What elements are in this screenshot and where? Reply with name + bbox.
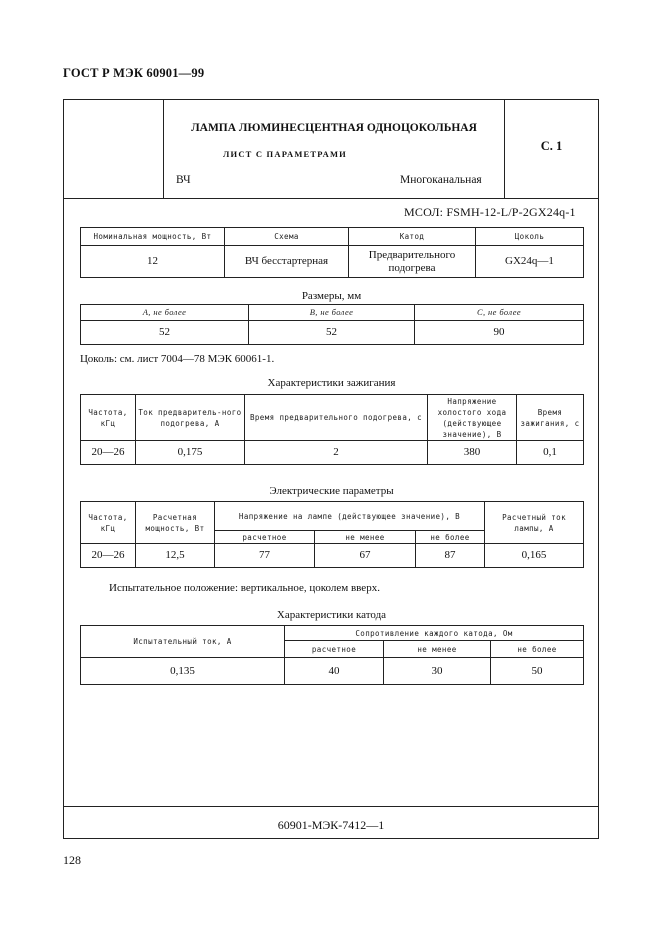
value-test-current: 0,135: [81, 658, 285, 685]
value-voltage-min: 67: [315, 544, 416, 568]
value-preheat-current: 0,175: [136, 441, 245, 465]
electrical-caption: Электрические параметры: [269, 485, 394, 497]
header-cathode: Катод: [349, 228, 476, 246]
cathode-caption: Характеристики катода: [276, 609, 387, 621]
cathode-table: [80, 625, 584, 685]
value-dim-c: 90: [415, 321, 584, 345]
header-cathode-resistance: Сопротивление каждого катода, Ом: [285, 626, 584, 641]
header-power: Номинальная мощность, Вт: [81, 228, 225, 246]
lamp-title: ЛАМПА ЛЮМИНЕСЦЕНТНАЯ ОДНОЦОКОЛЬНАЯ: [191, 122, 477, 134]
header-lamp-current: Расчетный ток лампы, А: [485, 502, 584, 544]
value-resistance-rated: 40: [285, 658, 384, 685]
value-el-frequency: 20—26: [81, 544, 136, 568]
header-scheme: Схема: [225, 228, 349, 246]
value-resistance-min: 30: [384, 658, 491, 685]
header-test-current: Испытательный ток, А: [81, 626, 285, 658]
value-voltage-rated: 77: [215, 544, 315, 568]
base-note: Цоколь: см. лист 7004—78 МЭК 60061-1.: [80, 353, 275, 365]
value-dim-a: 52: [81, 321, 249, 345]
value-rated-power: 12,5: [136, 544, 215, 568]
ignition-caption: Характеристики зажигания: [267, 377, 396, 389]
header-dim-b: B, не более: [249, 305, 415, 321]
value-cathode: Предварительного подогрева: [349, 246, 476, 278]
page-number: 128: [63, 853, 81, 867]
hf-label: ВЧ: [176, 174, 191, 186]
header-resistance-max: не более: [491, 641, 584, 658]
header-resistance-min: не менее: [384, 641, 491, 658]
footer-divider: [63, 806, 599, 807]
header-voltage-rated: расчетное: [215, 531, 315, 544]
sheet-code: 60901-МЭК-7412—1: [277, 818, 385, 832]
dimensions-caption: Размеры, мм: [301, 290, 362, 302]
header-voltage-max: не более: [416, 531, 485, 544]
page-code: С. 1: [540, 139, 563, 153]
header-dim-c: C, не более: [415, 305, 584, 321]
header-preheat-time: Время предварительного подогрева, с: [245, 395, 428, 441]
header-resistance-rated: расчетное: [285, 641, 384, 658]
test-position-note: Испытательное положение: вертикальное, цоколем вверх.: [109, 582, 380, 594]
value-open-voltage: 380: [428, 441, 517, 465]
value-voltage-max: 87: [416, 544, 485, 568]
header-el-frequency: Частота, кГц: [81, 502, 136, 544]
electrical-table: [80, 501, 584, 568]
header-lamp-voltage: Напряжение на лампе (действующее значение), В: [215, 502, 485, 531]
standard-header: ГОСТ Р МЭК 60901—99: [63, 66, 205, 80]
value-scheme: ВЧ бесстартерная: [225, 246, 349, 278]
header-ign-frequency: Частота, кГц: [81, 395, 136, 441]
sheet-subtitle: ЛИСТ С ПАРАМЕТРАМИ: [223, 149, 347, 159]
value-ignition-time: 0,1: [517, 441, 584, 465]
value-ign-frequency: 20—26: [81, 441, 136, 465]
header-dim-a: A, не более: [81, 305, 249, 321]
title-divider-left: [163, 99, 164, 199]
header-voltage-min: не менее: [315, 531, 416, 544]
multichannel-label: Многоканальная: [400, 174, 482, 186]
header-base: Цоколь: [476, 228, 584, 246]
ignition-table: [80, 394, 584, 465]
header-open-voltage: Напряжение холостого хода (действующее значение), В: [428, 395, 517, 441]
value-power: 12: [81, 246, 225, 278]
value-resistance-max: 50: [491, 658, 584, 685]
header-preheat-current: Ток предваритель-ного подогрева, А: [136, 395, 245, 441]
header-ignition-time: Время зажигания, с: [517, 395, 584, 441]
value-lamp-current: 0,165: [485, 544, 584, 568]
value-preheat-time: 2: [245, 441, 428, 465]
lamp-designation: МСОЛ: FSMH-12-L/P-2GX24q-1: [404, 205, 576, 219]
dimensions-table: [80, 304, 584, 345]
value-dim-b: 52: [249, 321, 415, 345]
value-base: GX24q—1: [476, 246, 584, 278]
main-parameters-table: [80, 227, 584, 278]
header-rated-power: Расчетная мощность, Вт: [136, 502, 215, 544]
